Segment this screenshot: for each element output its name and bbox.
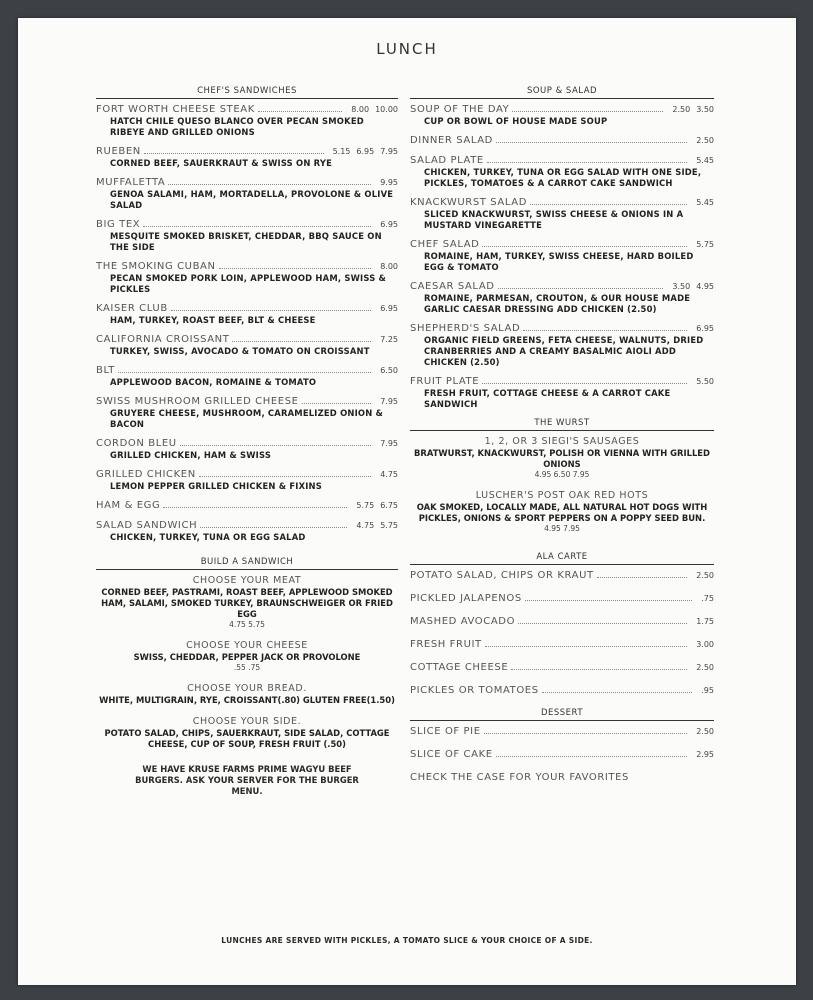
menu-item-name: CAESAR SALAD xyxy=(410,281,495,292)
option-block xyxy=(410,436,714,480)
section-header-chefs-sandwiches: CHEF'S SANDWICHES xyxy=(96,86,398,99)
option-heading: CHOOSE YOUR SIDE. xyxy=(192,716,302,727)
menu-item xyxy=(410,772,714,784)
option-heading: 1, 2, OR 3 SIEGI'S SAUSAGES xyxy=(484,436,640,447)
menu-item-price: 5.75 xyxy=(696,240,714,249)
menu-item-price: 4.95 xyxy=(696,282,714,291)
page-title: LUNCH xyxy=(376,40,438,58)
menu-item-price: 5.45 xyxy=(696,198,714,207)
menu-item xyxy=(96,177,398,211)
dot-leader xyxy=(302,403,372,404)
menu-item-price: 6.95 xyxy=(380,304,398,313)
option-heading: CHOOSE YOUR MEAT xyxy=(192,575,302,586)
menu-item-name: SLICE OF PIE xyxy=(410,726,481,737)
dot-leader xyxy=(597,577,687,578)
build-sandwich-list xyxy=(96,575,398,750)
menu-item-description: GENOA SALAMI, HAM, MORTADELLA, PROVOLONE & OLIVE SALAD xyxy=(110,189,394,210)
dot-leader xyxy=(498,288,664,289)
right-column xyxy=(410,86,714,795)
menu-item xyxy=(96,261,398,295)
menu-item xyxy=(410,616,714,628)
menu-item xyxy=(410,239,714,273)
menu-item-price: 6.95 xyxy=(380,220,398,229)
dot-leader xyxy=(484,733,688,734)
menu-item-price: 5.45 xyxy=(696,156,714,165)
menu-item-row xyxy=(96,396,398,408)
menu-item-name: BIG TEX xyxy=(96,219,141,230)
menu-item xyxy=(410,593,714,605)
section-header-dessert: DESSERT xyxy=(410,708,714,721)
menu-item-description: ORGANIC FIELD GREENS, FETA CHEESE, WALNUTS, DRIED CRANBERRIES AND A CREAMY BASALMIC AIOLI ADD CHICKEN (2.50) xyxy=(424,335,704,367)
menu-item-name: THE SMOKING CUBAN xyxy=(96,261,216,272)
menu-item-description: CORNED BEEF, SAUERKRAUT & SWISS ON RYE xyxy=(110,158,333,168)
menu-item-price: 6.75 xyxy=(380,501,398,510)
dot-leader xyxy=(180,445,371,446)
option-block xyxy=(96,575,398,630)
menu-item-price: 2.95 xyxy=(696,750,714,759)
menu-item-price: 3.50 xyxy=(696,105,714,114)
menu-item-name: FRESH FRUIT xyxy=(410,639,482,650)
menu-item-name: HAM & EGG xyxy=(96,500,161,511)
menu-item-row xyxy=(96,261,398,273)
menu-item-description: APPLEWOOD BACON, ROMAINE & TOMATO xyxy=(110,377,317,387)
menu-item-row xyxy=(96,469,398,481)
section-header-build-a-sandwich: BUILD A SANDWICH xyxy=(96,557,398,570)
section-header-ala-carte: ALA CARTE xyxy=(410,552,714,565)
menu-item-row xyxy=(96,500,398,512)
menu-item-price: 1.75 xyxy=(696,617,714,626)
dot-leader xyxy=(168,184,371,185)
menu-page xyxy=(18,18,796,985)
menu-item-row xyxy=(96,219,398,231)
menu-item-row xyxy=(96,104,398,116)
dot-leader xyxy=(232,341,371,342)
menu-item-row xyxy=(410,639,714,651)
menu-item-row xyxy=(410,155,714,167)
dot-leader xyxy=(144,153,324,154)
dot-leader xyxy=(482,383,687,384)
menu-item-row xyxy=(410,616,714,628)
menu-item-name: GRILLED CHICKEN xyxy=(96,469,196,480)
menu-item xyxy=(410,104,714,127)
option-description: BRATWURST, KNACKWURST, POLISH OR VIENNA WITH GRILLED ONIONS xyxy=(414,448,710,469)
menu-item-name: SALAD PLATE xyxy=(410,155,484,166)
dot-leader xyxy=(511,669,687,670)
menu-item-price: 2.50 xyxy=(696,136,714,145)
menu-item xyxy=(96,219,398,253)
menu-item-name: FORT WORTH CHEESE STEAK xyxy=(96,104,255,115)
menu-item-name: CHEF SALAD xyxy=(410,239,480,250)
menu-item-price: .95 xyxy=(701,686,714,695)
menu-item-name: DINNER SALAD xyxy=(410,135,493,146)
dot-leader xyxy=(485,646,687,647)
menu-item-name: KAISER CLUB xyxy=(96,303,168,314)
menu-item-name: SOUP OF THE DAY xyxy=(410,104,510,115)
menu-item-row xyxy=(410,135,714,147)
menu-item-description: ROMAINE, HAM, TURKEY, SWISS CHEESE, HARD BOILED EGG & TOMATO xyxy=(424,251,694,272)
dot-leader xyxy=(163,507,347,508)
menu-item-name: BLT xyxy=(96,365,115,376)
menu-item-row xyxy=(410,593,714,605)
menu-item-price: 7.95 xyxy=(380,397,398,406)
menu-item-row xyxy=(410,726,714,738)
dot-leader xyxy=(219,268,372,269)
footer-note: LUNCHES ARE SERVED WITH PICKLES, A TOMATO SLICE & YOUR CHOICE OF A SIDE. xyxy=(221,936,593,945)
dot-leader xyxy=(525,600,692,601)
menu-item xyxy=(410,570,714,582)
menu-item-row xyxy=(96,146,398,158)
menu-item xyxy=(410,726,714,738)
menu-item-row xyxy=(410,281,714,293)
menu-item-price: 5.50 xyxy=(696,377,714,386)
menu-item-row xyxy=(410,104,714,116)
menu-item xyxy=(96,469,398,492)
menu-item-description: HATCH CHILE QUESO BLANCO OVER PECAN SMOKED RIBEYE AND GRILLED ONIONS xyxy=(110,116,364,137)
option-heading: CHOOSE YOUR BREAD. xyxy=(187,683,307,694)
menu-item xyxy=(96,396,398,430)
menu-item-name: COTTAGE CHEESE xyxy=(410,662,509,673)
menu-item xyxy=(96,104,398,138)
chef-sandwich-list xyxy=(96,104,398,543)
option-block xyxy=(410,490,714,534)
menu-item-price: 9.95 xyxy=(380,178,398,187)
menu-item-description: GRILLED CHICKEN, HAM & SWISS xyxy=(110,450,272,460)
menu-item-name: CHECK THE CASE FOR YOUR FAVORITES xyxy=(410,772,630,783)
menu-item-name: SWISS MUSHROOM GRILLED CHEESE xyxy=(96,396,299,407)
menu-item-row xyxy=(410,570,714,582)
menu-item-description: HAM, TURKEY, ROAST BEEF, BLT & CHEESE xyxy=(110,315,316,325)
dot-leader xyxy=(199,476,371,477)
menu-item xyxy=(96,500,398,512)
menu-item-price: .75 xyxy=(701,594,714,603)
menu-item xyxy=(410,281,714,315)
menu-item xyxy=(96,303,398,326)
menu-item-description: PECAN SMOKED PORK LOIN, APPLEWOOD HAM, SWISS & PICKLES xyxy=(110,273,387,294)
option-heading: LUSCHER'S POST OAK RED HOTS xyxy=(475,490,649,501)
menu-item-price: 5.75 xyxy=(380,521,398,530)
menu-item xyxy=(410,376,714,410)
menu-item-description: ROMAINE, PARMESAN, CROUTON, & OUR HOUSE MADE GARLIC CAESAR DRESSING ADD CHICKEN (2.50) xyxy=(424,293,691,314)
dot-leader xyxy=(518,623,687,624)
option-description: WHITE, MULTIGRAIN, RYE, CROISSANT(.80) GLUTEN FREE(1.50) xyxy=(99,695,395,705)
menu-item-row xyxy=(410,197,714,209)
menu-item-price: 7.95 xyxy=(380,439,398,448)
menu-item-price: 2.50 xyxy=(696,727,714,736)
menu-item-price: 8.00 xyxy=(380,262,398,271)
menu-item-row xyxy=(96,334,398,346)
menu-item-price: 5.75 xyxy=(356,501,375,510)
menu-item-name: RUEBEN xyxy=(96,146,141,157)
left-column xyxy=(96,86,398,797)
menu-item-price: 2.50 xyxy=(696,663,714,672)
option-block xyxy=(96,683,398,706)
soup-salad-list xyxy=(410,104,714,410)
dot-leader xyxy=(482,246,687,247)
ala-carte-list xyxy=(410,570,714,697)
menu-item-name: CALIFORNIA CROISSANT xyxy=(96,334,230,345)
section-header-soup-salad: SOUP & SALAD xyxy=(410,86,714,99)
dot-leader xyxy=(487,162,687,163)
menu-item-price: 5.15 xyxy=(332,147,351,156)
dot-leader xyxy=(143,226,371,227)
menu-item-price: 4.75 xyxy=(356,521,375,530)
option-prices: 4.75 5.75 xyxy=(229,620,265,629)
option-description: OAK SMOKED, LOCALLY MADE, ALL NATURAL HOT DOGS WITH PICKLES, ONIONS & SPORT PEPPERS ON A POPPY SEED BUN. xyxy=(416,502,708,523)
menu-item-description: MESQUITE SMOKED BRISKET, CHEDDAR, BBQ SAUCE ON THE SIDE xyxy=(110,231,382,252)
menu-item-row xyxy=(96,303,398,315)
option-description: POTATO SALAD, CHIPS, SAUERKRAUT, SIDE SALAD, COTTAGE CHEESE, CUP OF SOUP, FRESH FRUIT (.50) xyxy=(104,728,390,749)
menu-item-description: TURKEY, SWISS, AVOCADO & TOMATO ON CROISSANT xyxy=(110,346,370,356)
dot-leader xyxy=(512,111,663,112)
menu-item-price: 6.50 xyxy=(380,366,398,375)
menu-item-name: PICKLED JALAPENOS xyxy=(410,593,522,604)
dot-leader xyxy=(171,310,371,311)
menu-item-description: GRUYERE CHEESE, MUSHROOM, CARAMELIZED ONION & BACON xyxy=(110,408,384,429)
menu-item xyxy=(410,155,714,189)
menu-item-row xyxy=(410,376,714,388)
dessert-list xyxy=(410,726,714,784)
menu-item-row xyxy=(96,438,398,450)
menu-item xyxy=(410,639,714,651)
menu-item xyxy=(96,520,398,543)
menu-item-row xyxy=(96,520,398,532)
menu-item-price: 7.95 xyxy=(380,147,398,156)
menu-item-row xyxy=(410,749,714,761)
menu-item-description: CHICKEN, TURKEY, TUNA OR EGG SALAD xyxy=(110,532,306,542)
menu-item-description: FRESH FRUIT, COTTAGE CHEESE & A CARROT CAKE SANDWICH xyxy=(424,388,671,409)
menu-item-price: 2.50 xyxy=(696,571,714,580)
menu-item-description: LEMON PEPPER GRILLED CHICKEN & FIXINS xyxy=(110,481,322,491)
menu-item-price: 6.95 xyxy=(696,324,714,333)
dot-leader xyxy=(530,204,687,205)
menu-item-row xyxy=(410,772,714,784)
menu-item-price: 10.00 xyxy=(375,105,398,114)
menu-item-price: 7.25 xyxy=(380,335,398,344)
option-prices: 4.95 7.95 xyxy=(544,524,580,533)
menu-item-description: SLICED KNACKWURST, SWISS CHEESE & ONIONS IN A MUSTARD VINEGARETTE xyxy=(424,209,684,230)
option-description: CORNED BEEF, PASTRAMI, ROAST BEEF, APPLEWOOD SMOKED HAM, SALAMI, SMOKED TURKEY, BRAUNSCHWEIGER OR FRIED EGG xyxy=(101,587,393,619)
menu-item-row xyxy=(96,177,398,189)
dot-leader xyxy=(523,330,687,331)
menu-item-name: KNACKWURST SALAD xyxy=(410,197,527,208)
dot-leader xyxy=(496,756,688,757)
menu-item-row xyxy=(410,662,714,674)
menu-item xyxy=(96,146,398,169)
option-description: SWISS, CHEDDAR, PEPPER JACK OR PROVOLONE xyxy=(133,652,361,662)
menu-item-price: 3.00 xyxy=(696,640,714,649)
option-block xyxy=(96,716,398,750)
option-block xyxy=(96,640,398,673)
menu-item xyxy=(410,685,714,697)
menu-item-price: 3.50 xyxy=(672,282,691,291)
menu-item-description: CHICKEN, TURKEY, TUNA OR EGG SALAD WITH ONE SIDE, PICKLES, TOMATOES & A CARROT CAKE SANDWICH xyxy=(424,167,702,188)
wurst-list xyxy=(410,436,714,534)
menu-item xyxy=(410,135,714,147)
menu-item-price: 8.00 xyxy=(351,105,370,114)
option-heading: CHOOSE YOUR CHEESE xyxy=(186,640,308,651)
menu-item-row xyxy=(410,323,714,335)
menu-item xyxy=(410,323,714,368)
menu-item-name: CORDON BLEU xyxy=(96,438,177,449)
menu-item-description: CUP OR BOWL OF HOUSE MADE SOUP xyxy=(424,116,608,126)
section-header-the-wurst: THE WURST xyxy=(410,418,714,431)
menu-item-row xyxy=(410,239,714,251)
wagyu-note: WE HAVE KRUSE FARMS PRIME WAGYU BEEF BURGERS. ASK YOUR SERVER FOR THE BURGER MENU. xyxy=(135,764,359,796)
dot-leader xyxy=(496,142,687,143)
dot-leader xyxy=(200,527,347,528)
option-prices: .55 .75 xyxy=(233,663,261,672)
menu-item-row xyxy=(96,365,398,377)
menu-item xyxy=(96,334,398,357)
menu-item-name: PICKLES OR TOMATOES xyxy=(410,685,539,696)
menu-item xyxy=(410,749,714,761)
menu-item xyxy=(96,438,398,461)
menu-item-name: MUFFALETTA xyxy=(96,177,166,188)
menu-item-price: 2.50 xyxy=(672,105,691,114)
menu-item-name: MASHED AVOCADO xyxy=(410,616,516,627)
menu-item xyxy=(410,197,714,231)
dot-leader xyxy=(258,111,342,112)
menu-item-name: SALAD SANDWICH xyxy=(96,520,198,531)
dot-leader xyxy=(118,372,371,373)
menu-item-price: 6.95 xyxy=(356,147,375,156)
menu-item-name: SHEPHERD'S SALAD xyxy=(410,323,521,334)
menu-item xyxy=(96,365,398,388)
menu-item-name: FRUIT PLATE xyxy=(410,376,480,387)
option-prices: 4.95 6.50 7.95 xyxy=(534,470,590,479)
dot-leader xyxy=(542,692,693,693)
menu-item-name: SLICE OF CAKE xyxy=(410,749,493,760)
menu-item-price: 4.75 xyxy=(380,470,398,479)
menu-item xyxy=(410,662,714,674)
menu-item-row xyxy=(410,685,714,697)
menu-item-name: POTATO SALAD, CHIPS OR KRAUT xyxy=(410,570,594,581)
